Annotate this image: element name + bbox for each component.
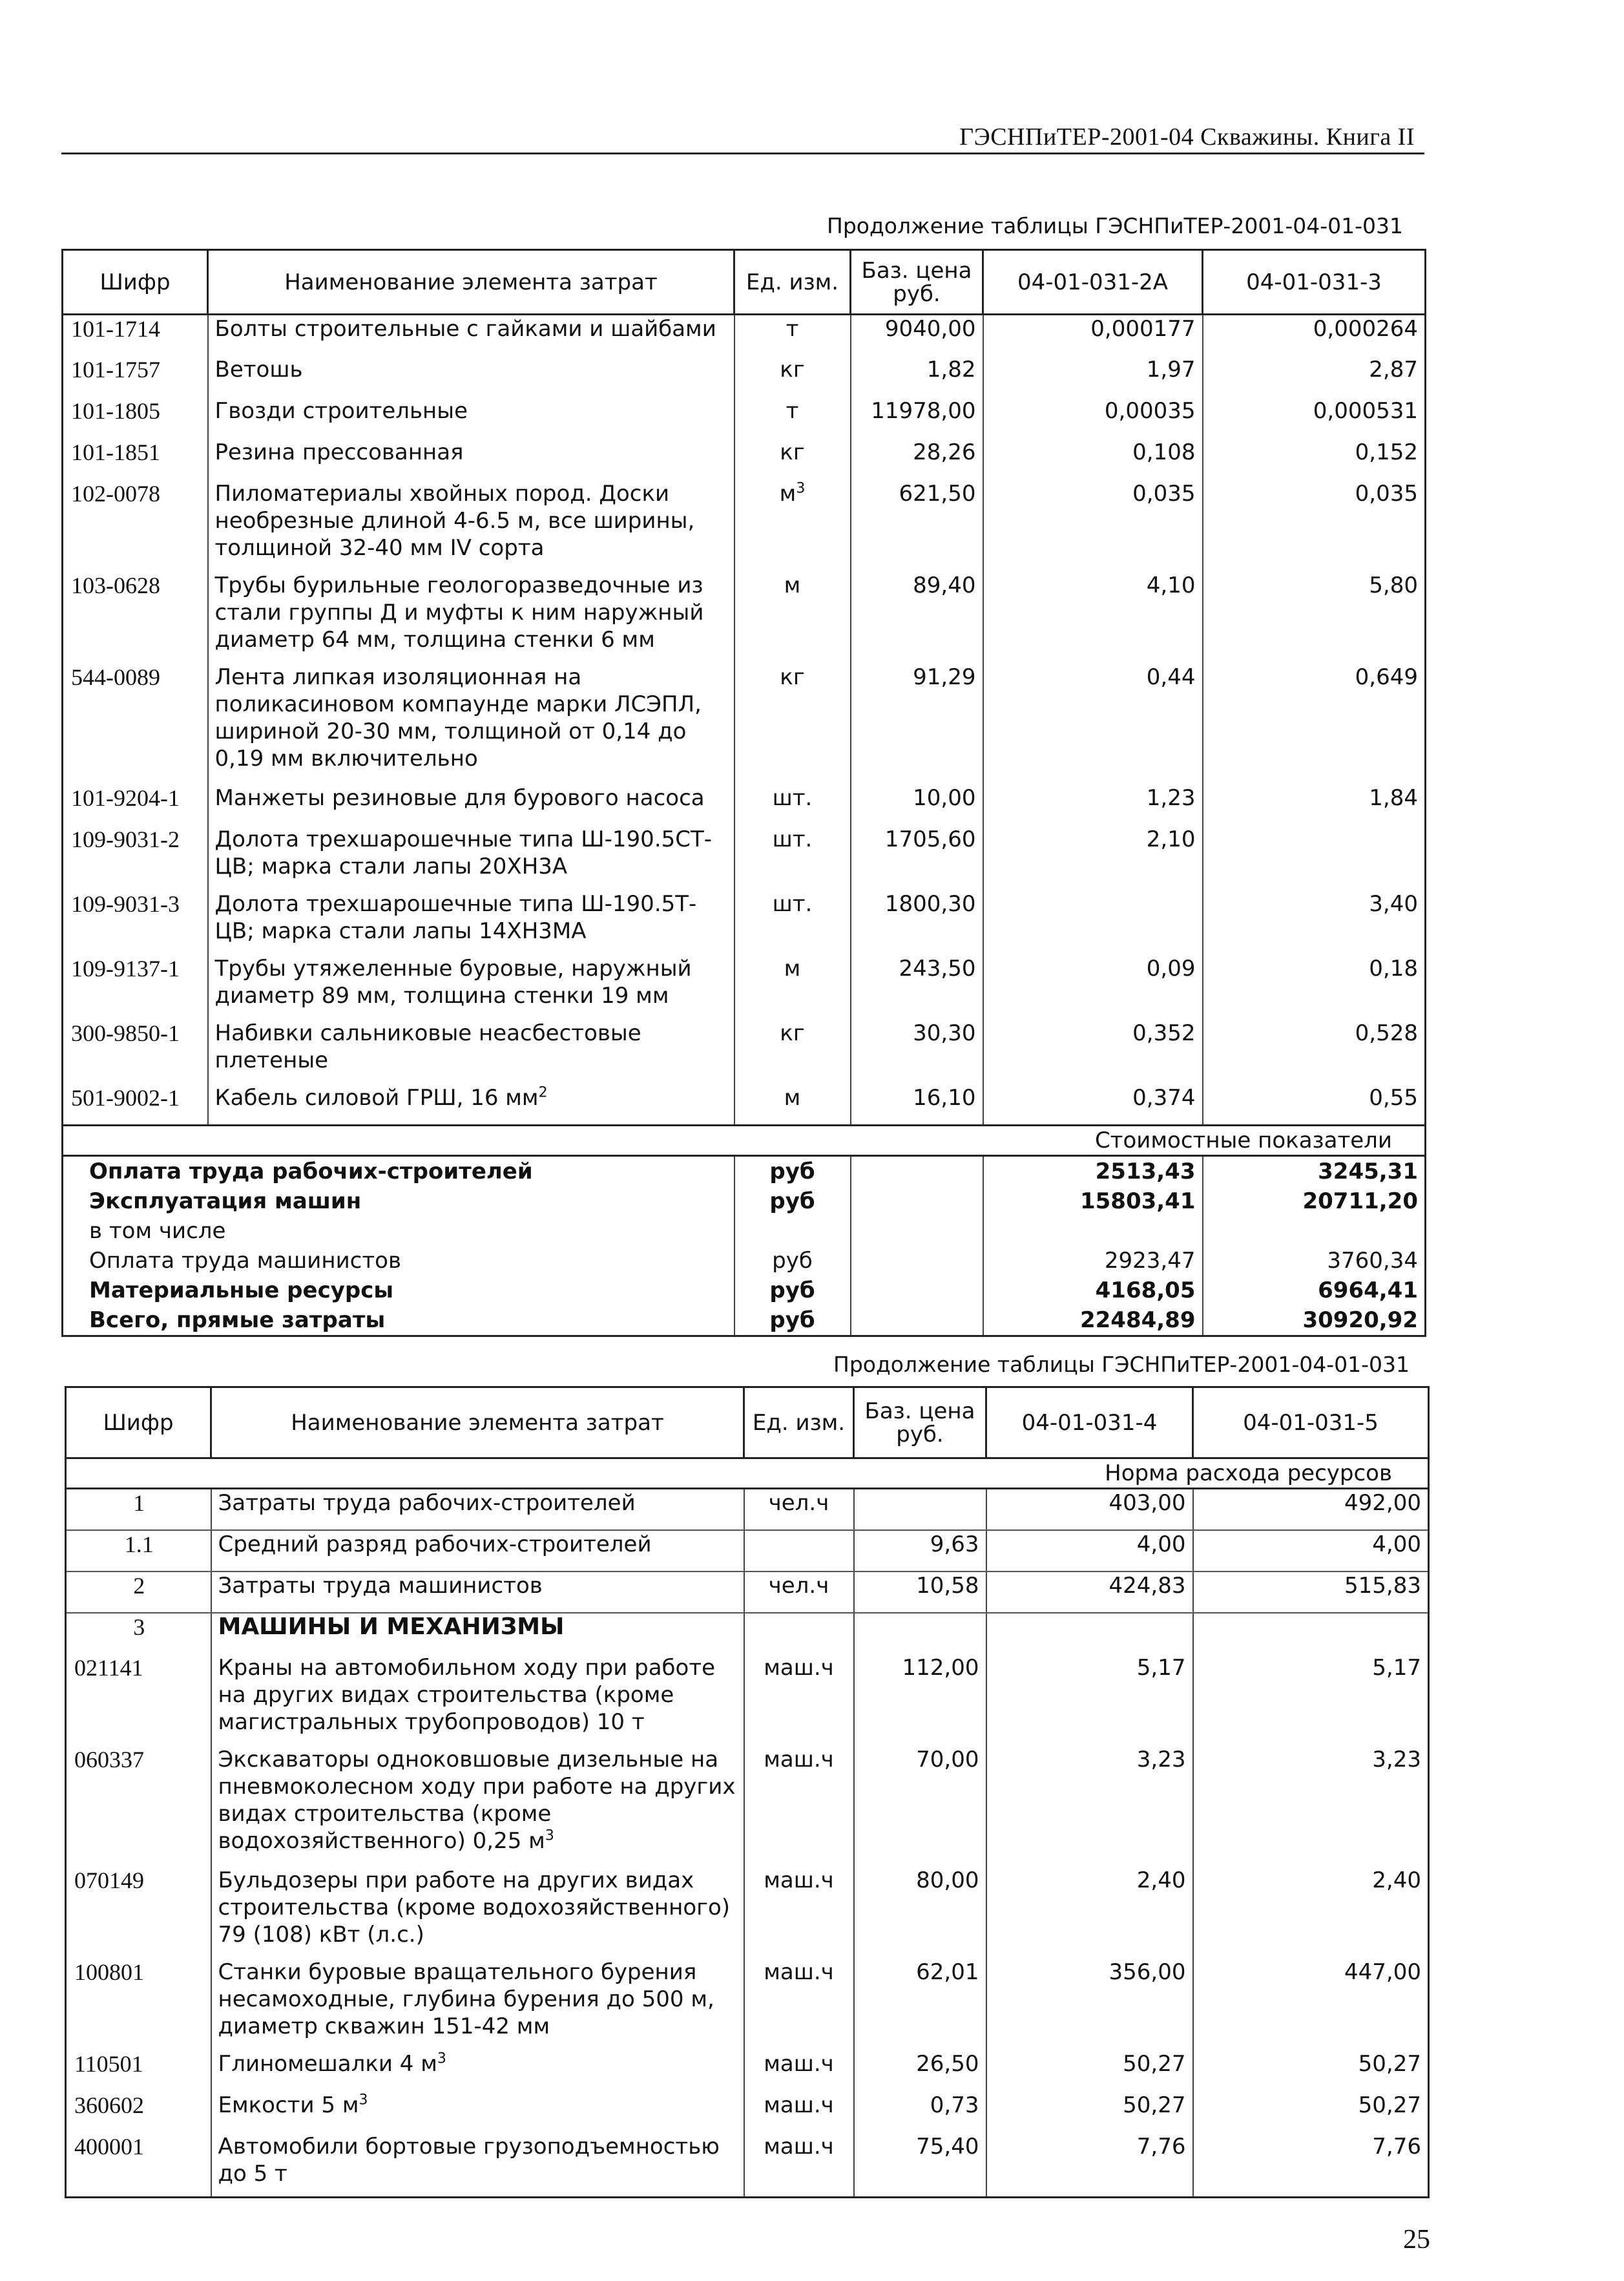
resource-unit: кг bbox=[734, 664, 851, 784]
resource-price: 10,00 bbox=[851, 784, 983, 826]
table2-header-name: Наименование элемента затрат bbox=[211, 1387, 744, 1458]
table2-section-row bbox=[66, 1458, 1429, 1489]
resource-value-2: 0,152 bbox=[1203, 439, 1426, 480]
resource-name: Долота трехшарошечные типа Ш-190.5СТ-ЦВ; марка стали лапы 20ХН3А bbox=[208, 826, 734, 890]
table2-header-unit: Ед. изм. bbox=[744, 1387, 854, 1458]
resource-price: 1800,30 bbox=[851, 890, 983, 955]
resource-unit: шт. bbox=[734, 784, 851, 826]
resource-value-2: 0,649 bbox=[1203, 664, 1426, 784]
resource-price: 28,26 bbox=[851, 439, 983, 480]
resource-value-1: 1,23 bbox=[983, 784, 1203, 826]
resource-unit: маш.ч bbox=[744, 2133, 854, 2198]
table-row bbox=[63, 826, 1426, 890]
page-header-title: ГЭСНПиТЕР-2001-04 Скважины. Книга II bbox=[959, 123, 1415, 151]
resource-value-2 bbox=[1203, 826, 1426, 890]
resource-name: Лента липкая изоляционная на поликасиновом компаунде марки ЛСЭПЛ, шириной 20-30 мм, толщиной от 0,14 до 0,19 мм включительно bbox=[208, 664, 734, 784]
resource-unit: маш.ч bbox=[744, 2050, 854, 2092]
resource-value-2: 3,23 bbox=[1193, 1746, 1429, 1867]
cost-price-blank bbox=[851, 1186, 983, 1216]
table-row bbox=[66, 1654, 1429, 1746]
resource-code: 400001 bbox=[66, 2133, 211, 2198]
resource-value-2: 0,000264 bbox=[1203, 315, 1426, 356]
resource-unit: т bbox=[734, 397, 851, 439]
resource-value-2: 5,17 bbox=[1193, 1654, 1429, 1746]
table1-header-code: Шифр bbox=[63, 250, 208, 315]
table-row bbox=[63, 890, 1426, 955]
table-row bbox=[66, 1959, 1429, 2050]
table2-header-col-4: 04-01-031-4 bbox=[986, 1387, 1193, 1458]
resource-unit: чел.ч bbox=[744, 1571, 854, 1613]
resource-value-1: 0,00035 bbox=[983, 397, 1203, 439]
resource-price: 1705,60 bbox=[851, 826, 983, 890]
resource-value-2: 492,00 bbox=[1193, 1489, 1429, 1530]
cost-unit: руб bbox=[734, 1305, 851, 1336]
table1-header-unit: Ед. изм. bbox=[734, 250, 851, 315]
resource-unit: маш.ч bbox=[744, 2092, 854, 2133]
resource-value-2: 1,84 bbox=[1203, 784, 1426, 826]
resource-name: Затраты труда рабочих-строителей bbox=[211, 1489, 744, 1530]
resource-code: 070149 bbox=[66, 1867, 211, 1959]
table-row bbox=[63, 784, 1426, 826]
resource-name: Глиномешалки 4 $м^3$ bbox=[211, 2050, 744, 2092]
cost-value-2: 30920,92 bbox=[1203, 1305, 1426, 1336]
resource-value-1: 0,000177 bbox=[983, 315, 1203, 356]
resource-name: Бульдозеры при работе на других видах строительства (кроме водохозяйственного) 79 (108) кВт (л.с.) bbox=[211, 1867, 744, 1959]
table1-header-col-2a: 04-01-031-2А bbox=[983, 250, 1203, 315]
resource-price: 0,73 bbox=[854, 2092, 986, 2133]
resource-unit: маш.ч bbox=[744, 1654, 854, 1746]
resource-price: 62,01 bbox=[854, 1959, 986, 2050]
resource-unit: кг bbox=[734, 1020, 851, 1084]
resource-name: Трубы бурильные геологоразведочные из стали группы Д и муфты к ним наружный диаметр 64 мм, толщина стенки 6 мм bbox=[208, 572, 734, 664]
resource-value-1: 403,00 bbox=[986, 1489, 1193, 1530]
resource-name: Средний разряд рабочих-строителей bbox=[211, 1530, 744, 1571]
resource-code: 1.1 bbox=[66, 1530, 211, 1571]
resource-code: 060337 bbox=[66, 1746, 211, 1867]
resource-unit bbox=[744, 1530, 854, 1571]
cost-value-2: 6964,41 bbox=[1203, 1276, 1426, 1305]
table-row bbox=[66, 1571, 1429, 1613]
cost-name: Оплата труда рабочих-строителей bbox=[63, 1156, 734, 1187]
resource-code: 1 bbox=[66, 1489, 211, 1530]
resource-name: Болты строительные с гайками и шайбами bbox=[208, 315, 734, 356]
resource-unit bbox=[744, 1613, 854, 1654]
resource-price: 1,82 bbox=[851, 356, 983, 397]
resource-code: 300-9850-1 bbox=[63, 1020, 208, 1084]
cost-value-1: 15803,41 bbox=[983, 1186, 1203, 1216]
resource-unit: маш.ч bbox=[744, 1746, 854, 1867]
resource-value-1: 0,374 bbox=[983, 1084, 1203, 1126]
resource-name: Пиломатериалы хвойных пород. Доски необрезные длиной 4-6.5 м, все ширины, толщиной 32-40 мм IV сорта bbox=[208, 480, 734, 572]
resource-unit: м bbox=[734, 955, 851, 1020]
resource-code: 101-1714 bbox=[63, 315, 208, 356]
page-header bbox=[61, 123, 1424, 154]
table1-costs bbox=[63, 1156, 1426, 1336]
table2-header-col-5: 04-01-031-5 bbox=[1193, 1387, 1429, 1458]
cost-row bbox=[63, 1305, 1426, 1336]
resource-name: Трубы утяжеленные буровые, наружный диаметр 89 мм, толщина стенки 19 мм bbox=[208, 955, 734, 1020]
resource-code: 101-1757 bbox=[63, 356, 208, 397]
resource-price: 9,63 bbox=[854, 1530, 986, 1571]
table2-body bbox=[66, 1489, 1429, 2198]
resource-value-1: 3,23 bbox=[986, 1746, 1193, 1867]
resource-unit: т bbox=[734, 315, 851, 356]
cost-unit: руб bbox=[734, 1186, 851, 1216]
cost-value-2 bbox=[1203, 1216, 1426, 1246]
table-row bbox=[66, 2092, 1429, 2133]
cost-price-blank bbox=[851, 1246, 983, 1276]
resource-value-2: 0,528 bbox=[1203, 1020, 1426, 1084]
cost-value-2: 3760,34 bbox=[1203, 1246, 1426, 1276]
resource-price: 70,00 bbox=[854, 1746, 986, 1867]
resource-code: 100801 bbox=[66, 1959, 211, 2050]
resource-unit: чел.ч bbox=[744, 1489, 854, 1530]
resource-value-2: 2,87 bbox=[1203, 356, 1426, 397]
table-row bbox=[63, 439, 1426, 480]
resource-price: 16,10 bbox=[851, 1084, 983, 1126]
resource-name: Автомобили бортовые грузоподъемностью до 5 т bbox=[211, 2133, 744, 2198]
cost-unit: руб bbox=[734, 1156, 851, 1187]
resource-name: Ветошь bbox=[208, 356, 734, 397]
resource-value-1: 424,83 bbox=[986, 1571, 1193, 1613]
resource-code: 101-1805 bbox=[63, 397, 208, 439]
resource-price: 80,00 bbox=[854, 1867, 986, 1959]
resource-name: Кабель силовой ГРШ, 16 $мм^2$ bbox=[208, 1084, 734, 1126]
resource-code: 544-0089 bbox=[63, 664, 208, 784]
resource-unit: кг bbox=[734, 356, 851, 397]
cost-value-1: 2923,47 bbox=[983, 1246, 1203, 1276]
table-row bbox=[63, 315, 1426, 356]
resource-value-1: 5,17 bbox=[986, 1654, 1193, 1746]
resource-value-1: 0,44 bbox=[983, 664, 1203, 784]
resource-value-1: 4,10 bbox=[983, 572, 1203, 664]
resource-value-1: 0,035 bbox=[983, 480, 1203, 572]
table-row bbox=[66, 1746, 1429, 1867]
table2-header-code: Шифр bbox=[66, 1387, 211, 1458]
resource-value-2: 2,40 bbox=[1193, 1867, 1429, 1959]
resource-value-2: 0,55 bbox=[1203, 1084, 1426, 1126]
table-row bbox=[63, 664, 1426, 784]
resource-value-1: 0,352 bbox=[983, 1020, 1203, 1084]
resource-price: 243,50 bbox=[851, 955, 983, 1020]
resource-name: Набивки сальниковые неасбестовые плетеные bbox=[208, 1020, 734, 1084]
resource-value-2: 5,80 bbox=[1203, 572, 1426, 664]
table1-header-col-3: 04-01-031-3 bbox=[1203, 250, 1426, 315]
resource-code: 501-9002-1 bbox=[63, 1084, 208, 1126]
resource-name: Емкости 5 $м^3$ bbox=[211, 2092, 744, 2133]
table1 bbox=[61, 249, 1426, 1337]
resource-value-1: 50,27 bbox=[986, 2050, 1193, 2092]
table-row bbox=[63, 1020, 1426, 1084]
resource-price: 75,40 bbox=[854, 2133, 986, 2198]
resource-name: Краны на автомобильном ходу при работе на других видах строительства (кроме магистральных трубопроводов) 10 т bbox=[211, 1654, 744, 1746]
resource-price: 9040,00 bbox=[851, 315, 983, 356]
cost-value-1 bbox=[983, 1216, 1203, 1246]
resource-code: 101-1851 bbox=[63, 439, 208, 480]
cost-row bbox=[63, 1276, 1426, 1305]
resource-value-1: 7,76 bbox=[986, 2133, 1193, 2198]
cost-price-blank bbox=[851, 1305, 983, 1336]
cost-value-1: 22484,89 bbox=[983, 1305, 1203, 1336]
table1-header-name: Наименование элемента затрат bbox=[208, 250, 734, 315]
resource-price bbox=[854, 1613, 986, 1654]
cost-row bbox=[63, 1216, 1426, 1246]
resource-unit: м bbox=[734, 572, 851, 664]
cost-name: Оплата труда машинистов bbox=[63, 1246, 734, 1276]
table-row bbox=[63, 480, 1426, 572]
table2-caption: Продолжение таблицы ГЭСНПиТЕР-2001-04-01-031 bbox=[833, 1352, 1410, 1377]
resource-name: Гвозди строительные bbox=[208, 397, 734, 439]
cost-row bbox=[63, 1186, 1426, 1216]
resource-value-2: 0,035 bbox=[1203, 480, 1426, 572]
table1-caption: Продолжение таблицы ГЭСНПиТЕР-2001-04-01-031 bbox=[827, 213, 1404, 238]
table1-section-row bbox=[63, 1126, 1426, 1156]
table-row bbox=[63, 356, 1426, 397]
resource-price: 621,50 bbox=[851, 480, 983, 572]
table-row bbox=[66, 2050, 1429, 2092]
cost-name: Материальные ресурсы bbox=[63, 1276, 734, 1305]
resource-name: Манжеты резиновые для бурового насоса bbox=[208, 784, 734, 826]
resource-price: 30,30 bbox=[851, 1020, 983, 1084]
cost-row bbox=[63, 1156, 1426, 1187]
resource-price: 26,50 bbox=[854, 2050, 986, 2092]
resource-value-1: 0,108 bbox=[983, 439, 1203, 480]
resource-value-1: 50,27 bbox=[986, 2092, 1193, 2133]
resource-code: 109-9031-2 bbox=[63, 826, 208, 890]
table-row bbox=[66, 2133, 1429, 2198]
cost-unit: руб bbox=[734, 1246, 851, 1276]
resource-unit: шт. bbox=[734, 826, 851, 890]
cost-value-2: 20711,20 bbox=[1203, 1186, 1426, 1216]
resource-code: 360602 bbox=[66, 2092, 211, 2133]
resource-value-2: 0,000531 bbox=[1203, 397, 1426, 439]
resource-value-2: 0,18 bbox=[1203, 955, 1426, 1020]
resource-value-1: 4,00 bbox=[986, 1530, 1193, 1571]
cost-value-1: 2513,43 bbox=[983, 1156, 1203, 1187]
table2-header-price: Баз. цена руб. bbox=[854, 1387, 986, 1458]
resource-value-1: 2,10 bbox=[983, 826, 1203, 890]
table-row bbox=[66, 1489, 1429, 1530]
cost-name: Эксплуатация машин bbox=[63, 1186, 734, 1216]
table1-body bbox=[63, 315, 1426, 1126]
resource-value-2: 4,00 bbox=[1193, 1530, 1429, 1571]
resource-value-2: 447,00 bbox=[1193, 1959, 1429, 2050]
page-number: 25 bbox=[1403, 2225, 1430, 2255]
resource-code: 109-9031-3 bbox=[63, 890, 208, 955]
resource-unit: кг bbox=[734, 439, 851, 480]
table2 bbox=[65, 1386, 1430, 2198]
resource-code: 102-0078 bbox=[63, 480, 208, 572]
resource-value-2: 515,83 bbox=[1193, 1571, 1429, 1613]
resource-code: 021141 bbox=[66, 1654, 211, 1746]
resource-value-2 bbox=[1193, 1613, 1429, 1654]
resource-value-1: 1,97 bbox=[983, 356, 1203, 397]
table1-section-label: Стоимостные показатели bbox=[63, 1126, 1426, 1156]
resource-name: Долота трехшарошечные типа Ш-190.5Т-ЦВ; марка стали лапы 14ХН3МА bbox=[208, 890, 734, 955]
cost-name: Всего, прямые затраты bbox=[63, 1305, 734, 1336]
table1-header-price: Баз. цена руб. bbox=[851, 250, 983, 315]
resource-price: 89,40 bbox=[851, 572, 983, 664]
cost-value-2: 3245,31 bbox=[1203, 1156, 1426, 1187]
resource-unit: маш.ч bbox=[744, 1867, 854, 1959]
cost-price-blank bbox=[851, 1216, 983, 1246]
cost-unit bbox=[734, 1216, 851, 1246]
resource-value-1: 2,40 bbox=[986, 1867, 1193, 1959]
resource-price: 112,00 bbox=[854, 1654, 986, 1746]
resource-code: 2 bbox=[66, 1571, 211, 1613]
table-row bbox=[66, 1613, 1429, 1654]
resource-name: МАШИНЫ И МЕХАНИЗМЫ bbox=[211, 1613, 744, 1654]
resource-price: 91,29 bbox=[851, 664, 983, 784]
table-row bbox=[63, 955, 1426, 1020]
resource-unit: м bbox=[734, 1084, 851, 1126]
resource-value-2: 3,40 bbox=[1203, 890, 1426, 955]
cost-name: в том числе bbox=[63, 1216, 734, 1246]
resource-code: 101-9204-1 bbox=[63, 784, 208, 826]
resource-unit: $м^3$ bbox=[734, 480, 851, 572]
resource-unit: шт. bbox=[734, 890, 851, 955]
resource-value-1 bbox=[983, 890, 1203, 955]
table-row bbox=[63, 1084, 1426, 1126]
resource-value-1: 0,09 bbox=[983, 955, 1203, 1020]
resource-price bbox=[854, 1489, 986, 1530]
table-row bbox=[66, 1867, 1429, 1959]
cost-unit: руб bbox=[734, 1276, 851, 1305]
resource-name: Экскаваторы одноковшовые дизельные на пневмоколесном ходу при работе на других видах строительства (кроме водохозяйственного) 0,25 $м^3$ bbox=[211, 1746, 744, 1867]
cost-row bbox=[63, 1246, 1426, 1276]
table-row bbox=[63, 572, 1426, 664]
resource-value-1 bbox=[986, 1613, 1193, 1654]
resource-value-2: 50,27 bbox=[1193, 2050, 1429, 2092]
resource-code: 3 bbox=[66, 1613, 211, 1654]
cost-price-blank bbox=[851, 1276, 983, 1305]
resource-value-1: 356,00 bbox=[986, 1959, 1193, 2050]
resource-unit: маш.ч bbox=[744, 1959, 854, 2050]
table-row bbox=[63, 397, 1426, 439]
resource-value-2: 50,27 bbox=[1193, 2092, 1429, 2133]
resource-name: Затраты труда машинистов bbox=[211, 1571, 744, 1613]
cost-price-blank bbox=[851, 1156, 983, 1187]
resource-name: Станки буровые вращательного бурения несамоходные, глубина бурения до 500 м, диаметр скважин 151-42 мм bbox=[211, 1959, 744, 2050]
resource-name: Резина прессованная bbox=[208, 439, 734, 480]
resource-code: 103-0628 bbox=[63, 572, 208, 664]
resource-price: 11978,00 bbox=[851, 397, 983, 439]
resource-price: 10,58 bbox=[854, 1571, 986, 1613]
table2-section-label: Норма расхода ресурсов bbox=[66, 1458, 1429, 1489]
resource-code: 110501 bbox=[66, 2050, 211, 2092]
resource-value-2: 7,76 bbox=[1193, 2133, 1429, 2198]
table-row bbox=[66, 1530, 1429, 1571]
cost-value-1: 4168,05 bbox=[983, 1276, 1203, 1305]
resource-code: 109-9137-1 bbox=[63, 955, 208, 1020]
